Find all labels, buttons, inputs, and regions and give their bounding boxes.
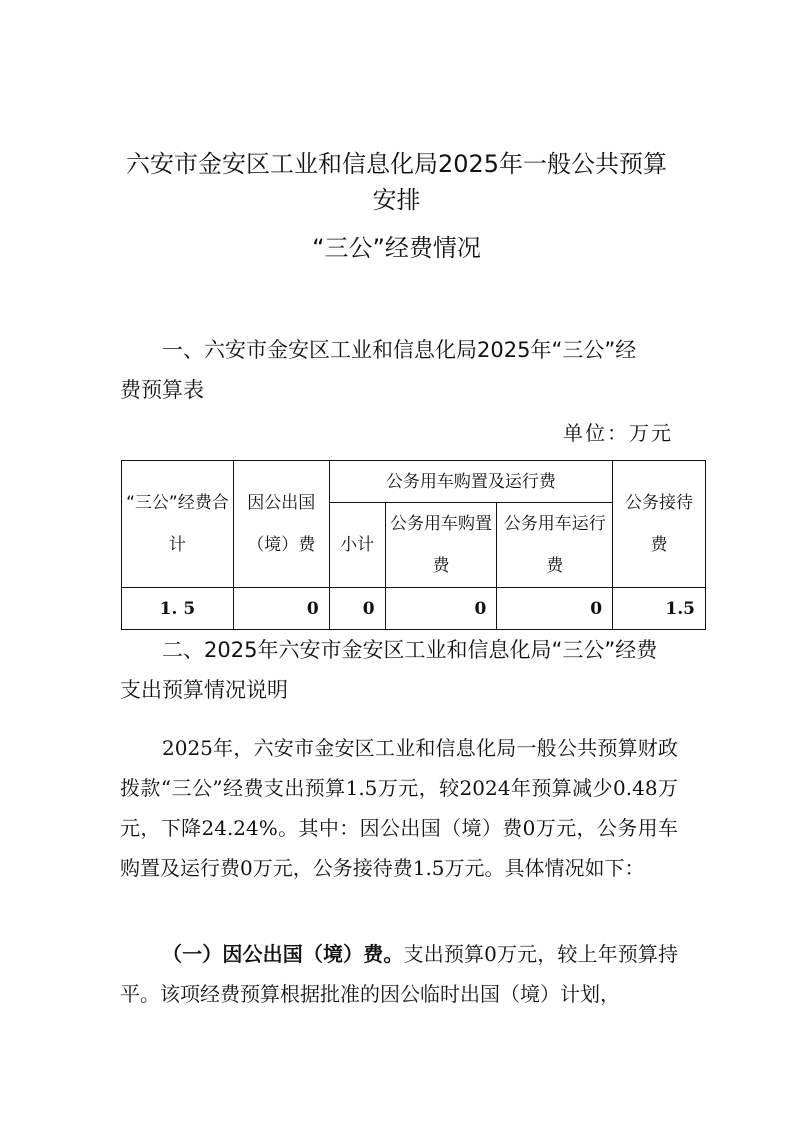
document-title-line-2: 安排: [372, 186, 421, 214]
header-subtotal: 小计: [329, 503, 385, 588]
section-2-heading: [120, 630, 680, 710]
section-1-heading-line-2: 费预算表: [120, 378, 204, 402]
document-title-line-3: “三公”经费情况: [312, 234, 481, 262]
section-2-heading-line-1: 二、2025年六安市金安区工业和信息化局“三公”经费: [162, 638, 658, 662]
cell-reception: 1.5: [613, 588, 706, 630]
header-abroad: 因公出国（境）费: [233, 461, 329, 588]
paragraph-2-text: 支出预算0万元，较上年预算持平。该项经费预算根据批准的因公临时出国（境）计划，: [120, 942, 679, 1006]
section-1-heading: [120, 330, 680, 410]
three-public-budget-table: [121, 460, 706, 630]
paragraph-1: [120, 728, 678, 888]
cell-vehicle-purchase: 0: [385, 588, 497, 630]
header-reception: 公务接待费: [613, 461, 706, 588]
header-vehicle-purchase: 公务用车购置费: [385, 503, 497, 588]
cell-total: 1. 5: [122, 588, 234, 630]
paragraph-2: [120, 934, 678, 1014]
header-vehicle-operation: 公务用车运行费: [497, 503, 613, 588]
header-total: “三公”经费合计: [122, 461, 234, 588]
cell-abroad: 0: [233, 588, 329, 630]
paragraph-2-lead: （一）因公出国（境）费。: [162, 942, 404, 966]
document-title-line-1: 六安市金安区工业和信息化局2025年一般公共预算: [125, 150, 668, 178]
cell-vehicle-operation: 0: [497, 588, 613, 630]
unit-label: 单位：万元: [563, 421, 673, 445]
paragraph-1-text: 2025年，六安市金安区工业和信息化局一般公共预算财政拨款“三公”经费支出预算1.5万元，较2024年预算减少0.48万元，下降24.24%。其中：因公出国（境）费0万元，公务用车购置及运行费0万元，公务接待费1.5万元。具体情况如下：: [120, 736, 678, 880]
cell-subtotal: 0: [329, 588, 385, 630]
section-1-heading-line-1: 一、六安市金安区工业和信息化局2025年“三公”经: [162, 338, 637, 362]
header-vehicle-group: 公务用车购置及运行费: [329, 461, 612, 503]
section-2-heading-line-2: 支出预算情况说明: [120, 678, 288, 702]
